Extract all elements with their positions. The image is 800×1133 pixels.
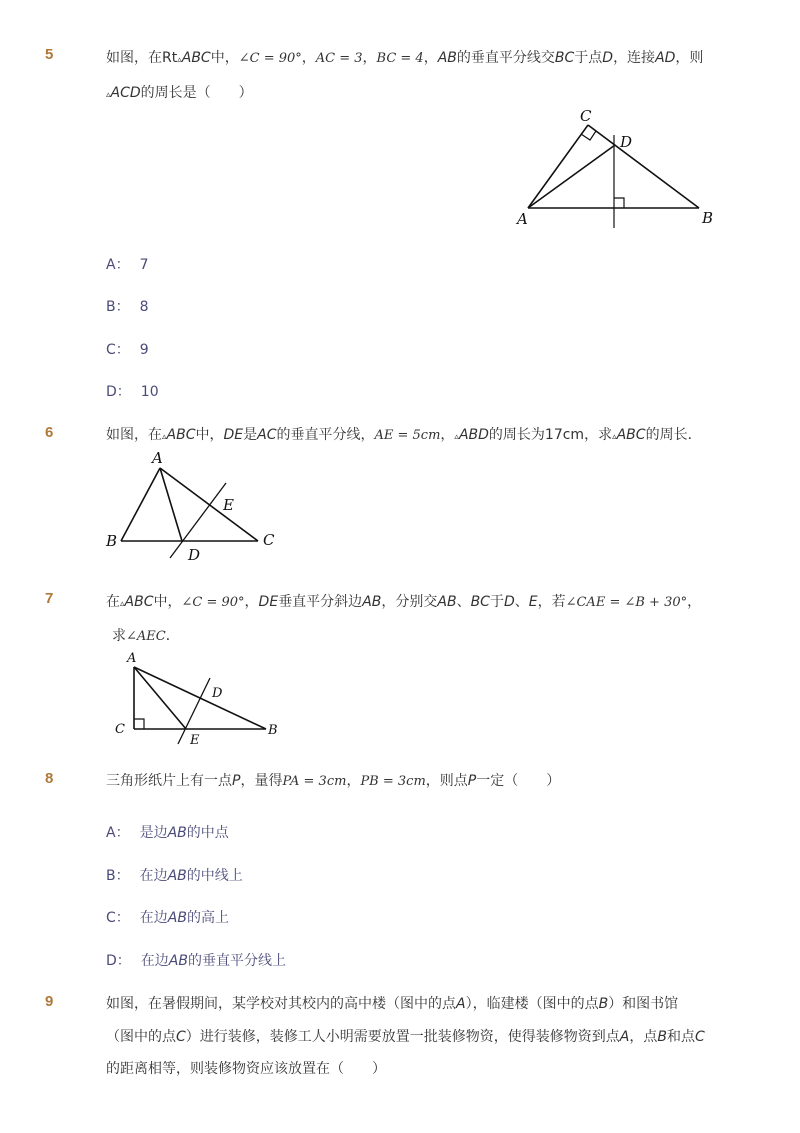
triangle-figure-q7: [108, 648, 288, 748]
text: ，分别交: [381, 594, 438, 610]
option-label: B：: [106, 299, 130, 315]
segment-cb: [588, 125, 699, 208]
text: 的周长为17cm，求: [488, 427, 613, 443]
math-expr: ∠AEC: [126, 629, 166, 644]
option-b[interactable]: [106, 297, 149, 317]
text: ，: [440, 427, 455, 443]
option-text: 在边: [139, 868, 168, 884]
math-expr: ∠C = 90°: [238, 51, 302, 66]
text: 求: [112, 628, 126, 644]
label-a: A: [152, 449, 163, 467]
text: BC: [470, 594, 490, 610]
right-angle-mark: [134, 719, 144, 729]
text: AB: [437, 594, 457, 610]
option-text: 7: [139, 257, 149, 273]
text: 一定（ ）: [476, 773, 561, 789]
option-d[interactable]: [106, 951, 286, 971]
text: 垂直平分斜边: [278, 594, 363, 610]
text: 的周长．: [645, 427, 702, 443]
text: 中，: [153, 594, 182, 610]
triangle-symbol: ▵: [612, 432, 617, 442]
text: C: [176, 1029, 186, 1045]
text: DE: [258, 594, 279, 610]
text: 的周长是（ ）: [140, 85, 253, 101]
option-text: AB: [167, 868, 187, 884]
text: 如图，在Rt: [106, 50, 178, 66]
text: ）和图书馆: [608, 996, 679, 1012]
text: ，: [423, 50, 438, 66]
text: A: [456, 996, 466, 1012]
option-text: 10: [140, 384, 159, 400]
text: 于点: [574, 50, 603, 66]
label-c: C: [263, 531, 275, 549]
option-label: D：: [106, 384, 131, 400]
text: 的垂直平分线，: [276, 427, 375, 443]
text: AD: [655, 50, 676, 66]
text: 于: [489, 594, 504, 610]
triangle-figure-q6: [100, 448, 290, 566]
option-text: AB: [167, 910, 187, 926]
triangle-figure-q5: [510, 100, 730, 235]
text: ）进行装修，装修工人小明需要放置一批装修物资，使得装修物资到点: [185, 1029, 620, 1045]
math-expr: PB = 3cm: [360, 774, 426, 789]
text: ABC: [181, 50, 211, 66]
question-text-line: [106, 83, 253, 105]
text: ，则点: [425, 773, 468, 789]
option-d[interactable]: [106, 382, 159, 402]
label-c: C: [580, 107, 592, 125]
question-number: 5: [45, 46, 54, 63]
text: ABC: [616, 427, 646, 443]
label-e: E: [223, 496, 234, 514]
label-a: A: [127, 651, 137, 666]
text: 的距离相等，则装修物资应该放置在（ ）: [106, 1061, 386, 1077]
text: ，: [301, 50, 316, 66]
text: 如图，在: [106, 427, 162, 443]
label-d: D: [620, 133, 633, 151]
option-a[interactable]: [106, 255, 149, 275]
question-text-line: [106, 48, 703, 70]
option-label: A：: [106, 825, 130, 841]
text: D: [503, 594, 515, 610]
segment-ac: [528, 125, 588, 208]
text: B: [598, 996, 609, 1012]
question-number: 8: [45, 770, 54, 787]
math-expr: ∠CAE = ∠B + 30°: [565, 595, 688, 610]
option-text: 的中线上: [186, 868, 243, 884]
question-text-line: [106, 592, 701, 614]
option-text: 在边: [140, 953, 169, 969]
option-a[interactable]: [106, 823, 229, 843]
option-c[interactable]: [106, 908, 229, 928]
option-text: 8: [139, 299, 149, 315]
math-expr: AC = 3: [315, 51, 363, 66]
label-d: D: [212, 686, 223, 701]
math-expr: ∠C = 90°: [181, 595, 245, 610]
text: 和点: [666, 1029, 695, 1045]
option-text: AB: [167, 825, 187, 841]
segment-ad: [528, 145, 615, 208]
segment-ad: [160, 468, 182, 541]
question-text-line: [112, 626, 180, 647]
label-d: D: [188, 546, 201, 564]
option-text: 在边: [139, 910, 168, 926]
text: 、: [456, 594, 471, 610]
text: ，连接: [613, 50, 656, 66]
text: AB: [362, 594, 382, 610]
option-b[interactable]: [106, 866, 243, 886]
question-number: 6: [45, 424, 54, 441]
question-text-line: [106, 771, 560, 792]
question-text-line: [106, 425, 702, 447]
triangle-symbol: ▵: [454, 432, 459, 442]
text: AC: [257, 427, 277, 443]
question-number: 7: [45, 590, 54, 607]
text: ABC: [124, 594, 154, 610]
option-text: 9: [139, 342, 149, 358]
option-text: 的高上: [186, 910, 229, 926]
triangle-symbol: ▵: [120, 599, 125, 609]
text: ，: [346, 773, 361, 789]
text: 三角形纸片上有一点: [106, 773, 232, 789]
text: 、: [514, 594, 529, 610]
text: 在: [106, 594, 120, 610]
text: C: [694, 1029, 705, 1045]
text: ，: [244, 594, 259, 610]
option-label: D：: [106, 953, 131, 969]
label-e: E: [190, 733, 200, 748]
text: ABD: [458, 427, 489, 443]
math-expr: AE = 5cm: [374, 428, 441, 443]
option-label: C：: [106, 910, 130, 926]
triangle-symbol: ▵: [162, 432, 167, 442]
text: ，: [687, 594, 702, 610]
math-expr: PA = 3cm: [282, 774, 347, 789]
text: ，点: [629, 1029, 658, 1045]
text: E: [528, 594, 538, 610]
text: ABC: [166, 427, 196, 443]
math-expr: BC = 4: [376, 51, 424, 66]
option-c[interactable]: [106, 340, 149, 360]
text: 如图，在暑假期间，某学校对其校内的高中楼（图中的点: [106, 996, 456, 1012]
option-label: A：: [106, 257, 130, 273]
text: （图中的点: [106, 1029, 176, 1045]
option-text: 是边: [139, 825, 168, 841]
option-label: C：: [106, 342, 130, 358]
label-a: A: [517, 210, 528, 228]
text: ，量得: [240, 773, 283, 789]
question-text-line: [106, 994, 678, 1014]
segment-ac: [160, 468, 258, 541]
label-b: B: [106, 532, 118, 550]
question-text-line: [106, 1059, 386, 1079]
option-label: B：: [106, 868, 130, 884]
question-text-line: [106, 1027, 705, 1047]
segment-ab: [121, 468, 160, 541]
text: ），临建楼（图中的点: [465, 996, 599, 1012]
text: 是: [243, 427, 258, 443]
text: 的垂直平分线交: [456, 50, 555, 66]
text: ，若: [537, 594, 566, 610]
text: D: [602, 50, 614, 66]
triangle-symbol: ▵: [177, 55, 182, 65]
text: P: [232, 773, 241, 789]
option-text: 的垂直平分线上: [187, 953, 286, 969]
option-text: 的中点: [186, 825, 229, 841]
text: ACD: [110, 85, 141, 101]
option-text: AB: [168, 953, 188, 969]
text: 中，: [195, 427, 224, 443]
text: ，: [362, 50, 377, 66]
text: AB: [437, 50, 457, 66]
label-b: B: [702, 209, 714, 227]
text: P: [467, 773, 477, 789]
question-number: 9: [45, 993, 54, 1010]
text: BC: [554, 50, 575, 66]
label-b: B: [268, 723, 278, 738]
right-angle-mark: [614, 198, 624, 208]
triangle-symbol: ▵: [106, 90, 111, 100]
text: 中，: [210, 50, 239, 66]
segment-ae: [134, 667, 186, 729]
text: ，则: [675, 50, 704, 66]
text: B: [657, 1029, 667, 1045]
text: A: [619, 1029, 630, 1045]
text: DE: [223, 427, 244, 443]
text: ．: [165, 628, 180, 644]
label-c: C: [115, 722, 125, 737]
